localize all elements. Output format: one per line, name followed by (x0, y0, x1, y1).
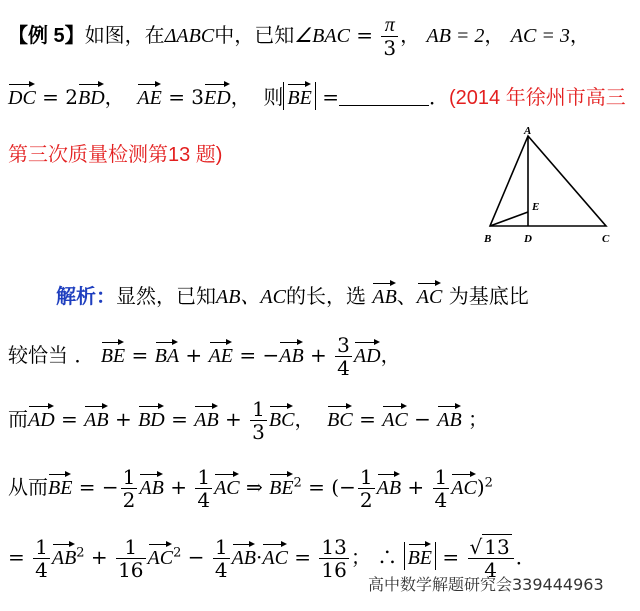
solution-line-2: 较恰当 ． BE = BA + AE = −AB + $\frac{3}{4}$ AD， (8, 333, 401, 380)
label-D: D (524, 233, 532, 244)
vec-dc: DC (8, 82, 36, 110)
label-C: C (602, 233, 610, 244)
sol-text-3: 为基底比 (448, 284, 529, 308)
watermark: 高中数学解题研究会339444963 (368, 575, 604, 594)
eq-3: = 3 (168, 85, 205, 109)
label-B: B (484, 233, 492, 244)
solution-line-1: 解析：显然，已知AB、AC的长，选 AB、AC 为基底比 (56, 281, 529, 309)
triangle-abc: ΔABC (164, 25, 215, 47)
vec-ed: ED (204, 82, 231, 110)
solution-line-4: 从而BE = − $\frac{1}{2}$ AB + $\frac{1}{4}$ AC ⇒ $BE^2$ = (− $\frac{1}{2}$ AB + $\frac{1}{4}$ AC)$^2$ (8, 465, 493, 512)
pi-over-3: $\frac{\pi}{3}$ (383, 14, 397, 60)
sol-ab-ac: AB、AC (216, 286, 286, 308)
vec-ae: AE (137, 82, 161, 110)
angle-bac: ∠BAC (294, 25, 350, 47)
sol-text-1: 显然，已知 (116, 284, 216, 308)
sol-text-2: 的长，选 (286, 284, 366, 308)
source-part-2: 第三次质量检测第13 题) (8, 144, 223, 166)
sol-text-4: 较恰当 (8, 343, 68, 367)
label-E: E (532, 201, 540, 213)
vec-bd: BD (78, 82, 105, 110)
label-A: A (524, 125, 532, 137)
problem-line-1: 【例 5】如图，在ΔABC中，已知∠BAC = $\frac{\pi}{3}$ ， AB = 2， AC = 3， (8, 14, 590, 60)
eq-2: = 2 (42, 85, 78, 109)
abs-be: BE (283, 82, 315, 110)
sol-text-6: 从而 (8, 475, 48, 499)
answer-blank (339, 105, 429, 106)
triangle-figure (478, 124, 628, 244)
then-text: 则 (263, 85, 284, 109)
problem-line-2: DC = 2BD， AE = 3ED， 则 BE = ．(2014 年徐州市高三 (8, 82, 626, 110)
source-part-1: (2014 年徐州市高三 (448, 87, 626, 109)
ac-value: AC = 3 (510, 25, 570, 47)
intro-text: 如图，在 (84, 23, 165, 47)
solution-title: 解析： (56, 286, 116, 308)
example-label: 【例 5】 (8, 25, 85, 47)
vec-ab-base: AB (372, 281, 396, 309)
ab-value: AB = 2 (426, 25, 485, 47)
therefore-symbol: ∴ (377, 545, 398, 569)
vec-ac-base: AC (417, 281, 443, 309)
solution-line-3: 而AD = AB + BD = AB + $\frac{1}{3}$ BC， BC = AC − AB ； (8, 397, 489, 444)
sol-text-5: 而 (8, 407, 28, 431)
mid-text: 中，已知 (214, 23, 295, 47)
solution-line-5: = $\frac{1}{4}$ $AB^2$ + $\frac{1}{16}$ $AC^2$ − $\frac{1}{4}$ AB·AC = $\frac{13}{16}$ ； ∴ BE = $\frac{√ 13}{4}$ ． (8, 535, 536, 582)
